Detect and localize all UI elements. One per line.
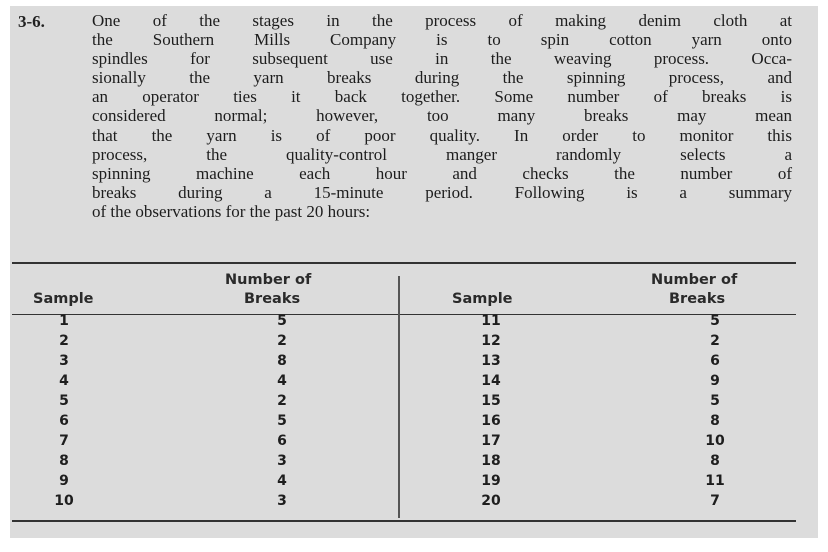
cell-breaks: 6	[710, 353, 720, 369]
cell-sample: 6	[59, 413, 69, 429]
cell-breaks: 2	[277, 333, 287, 349]
cell-sample: 19	[481, 473, 501, 489]
cell-breaks: 8	[710, 413, 720, 429]
cell-breaks: 8	[277, 353, 287, 369]
header-sample-left: Sample	[33, 291, 94, 307]
header-breaks-left-line2: Breaks	[244, 291, 301, 307]
textbook-page	[10, 6, 818, 538]
problem-line: breaks during a 15-minute period. Following is a summary	[92, 182, 792, 202]
problem-line: spinning machine each hour and checks the number of	[92, 163, 792, 183]
problem-number: 3-6.	[18, 12, 45, 31]
cell-sample: 7	[59, 433, 69, 449]
cell-breaks: 3	[277, 493, 287, 509]
problem-line: sionally the yarn breaks during the spinning process, and	[92, 68, 792, 88]
cell-breaks: 11	[705, 473, 725, 489]
cell-breaks: 7	[710, 493, 720, 509]
problem-line: One of the stages in the process of making denim cloth at	[92, 11, 792, 30]
table-column-divider	[398, 276, 400, 518]
cell-sample: 9	[59, 473, 69, 489]
cell-sample: 16	[481, 413, 501, 429]
cell-sample: 11	[481, 313, 501, 329]
cell-sample: 13	[481, 353, 501, 369]
cell-sample: 2	[59, 333, 69, 349]
problem-line: considered normal; however, too many breaks may mean	[92, 106, 792, 126]
cell-breaks: 5	[710, 313, 720, 329]
problem-line: an operator ties it back together. Some number of breaks is	[92, 87, 792, 107]
cell-breaks: 5	[277, 313, 287, 329]
cell-breaks: 9	[710, 373, 720, 389]
cell-sample: 14	[481, 373, 501, 389]
cell-sample: 12	[481, 333, 501, 349]
cell-sample: 3	[59, 353, 69, 369]
problem-line: spindles for subsequent use in the weaving process. Occa-	[92, 49, 792, 69]
problem-line: that the yarn is of poor quality. In order to monitor this	[92, 125, 792, 145]
cell-sample: 18	[481, 453, 501, 469]
cell-breaks: 10	[705, 433, 725, 449]
cell-breaks: 5	[277, 413, 287, 429]
cell-breaks: 4	[277, 373, 287, 389]
header-breaks-left-line1: Number of	[225, 272, 312, 288]
table-top-rule	[12, 262, 796, 264]
cell-sample: 20	[481, 493, 501, 509]
cell-breaks: 6	[277, 433, 287, 449]
table-header-rule	[12, 314, 796, 315]
cell-breaks: 4	[277, 473, 287, 489]
cell-breaks: 5	[710, 393, 720, 409]
problem-line: of the observations for the past 20 hours:	[92, 201, 371, 221]
cell-sample: 10	[54, 493, 74, 509]
cell-sample: 17	[481, 433, 501, 449]
problem-line: the Southern Mills Company is to spin cotton yarn onto	[92, 30, 792, 50]
header-breaks-right-line1: Number of	[651, 272, 738, 288]
cell-sample: 4	[59, 373, 69, 389]
table-bottom-rule	[12, 520, 796, 522]
cell-breaks: 8	[710, 453, 720, 469]
header-sample-right: Sample	[452, 291, 513, 307]
cell-sample: 1	[59, 313, 69, 329]
cell-sample: 15	[481, 393, 501, 409]
cell-breaks: 2	[277, 393, 287, 409]
cell-breaks: 2	[710, 333, 720, 349]
header-breaks-right-line2: Breaks	[669, 291, 726, 307]
problem-text	[92, 11, 792, 221]
cell-sample: 8	[59, 453, 69, 469]
cell-sample: 5	[59, 393, 69, 409]
problem-line: process, the quality-control manger randomly selects a	[92, 144, 792, 164]
cell-breaks: 3	[277, 453, 287, 469]
